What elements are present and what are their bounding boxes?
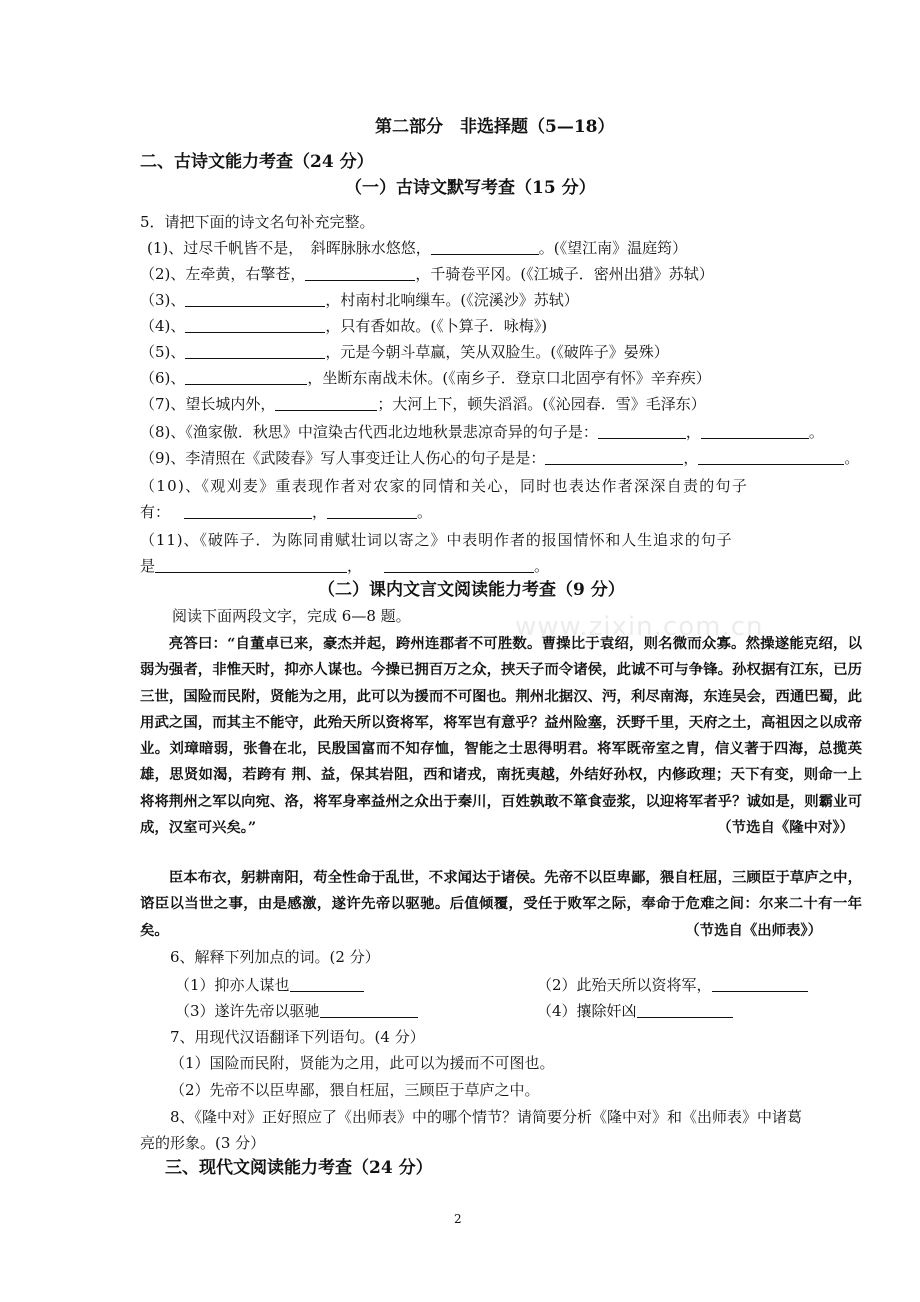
q5-item-4 bbox=[140, 316, 547, 336]
answer-blank[interactable] bbox=[290, 976, 364, 992]
answer-blank[interactable] bbox=[185, 343, 325, 359]
q5-item-6-text: （6)、 bbox=[140, 369, 186, 387]
answer-blank[interactable] bbox=[184, 503, 312, 519]
subsection-1-title: （一）古诗文默写考查（15 分） bbox=[345, 178, 596, 198]
q5-item-6-source: ，坐断东南战未休。(《南乡子．登京口北固亭有怀》辛弃疾） bbox=[307, 369, 711, 387]
passage-2-text: 臣本布衣，躬耕南阳，苟全性命于乱世，不求闻达于诸侯。先帝不以臣卑鄙，猥自枉屈，三顾臣于草庐之中，谘臣以当世之事，由是感激，遂许先帝以驱驰。后值倾覆，受任于败军之际，奉命于危难之间：尔来二十有一年矣。 bbox=[140, 869, 862, 939]
answer-blank[interactable] bbox=[698, 449, 844, 465]
q5-item-3 bbox=[140, 290, 579, 310]
q5-item-2-text: （2)、左牵黄，右擎苍， bbox=[140, 265, 306, 283]
section-3-title: 三、现代文阅读能力考查（24 分） bbox=[165, 1158, 433, 1178]
answer-blank[interactable] bbox=[712, 976, 808, 992]
q5-item-10-line-1: （10)、《观刈麦》重表现作者对农家的同情和关心，同时也表达作者深深自责的句子 bbox=[140, 477, 749, 495]
passage-longzhongdui bbox=[140, 631, 862, 841]
q6-item-4 bbox=[537, 1001, 733, 1021]
q6-item-4-text: （4）攘除奸凶 bbox=[537, 1002, 637, 1020]
q5-item-9 bbox=[140, 448, 859, 468]
q5-item-1-source: 。(《望江南》温庭筠） bbox=[538, 239, 688, 257]
answer-blank[interactable] bbox=[637, 1002, 733, 1018]
q5-item-8-text: （8)、《渔家傲．秋思》中渲染古代西北边地秋景悲凉奇异的句子是： bbox=[140, 423, 598, 441]
q5-item-9-comma: ， bbox=[683, 449, 699, 467]
q7-item-2: （2）先帝不以臣卑鄙，猥自枉屈，三顾臣于草庐之中。 bbox=[170, 1081, 540, 1099]
answer-blank[interactable] bbox=[305, 265, 415, 281]
q5-item-5-source: ，元是今朝斗草赢，笑从双脸生。(《破阵子》晏殊） bbox=[325, 343, 669, 361]
q6-item-1-text: （1）抑亦人谋也 bbox=[175, 976, 290, 994]
q5-item-11-line-2 bbox=[140, 556, 549, 576]
answer-blank[interactable] bbox=[701, 423, 809, 439]
passage-2-source: （节选自《出师表》） bbox=[685, 921, 822, 939]
q5-item-10-lead: 有： bbox=[140, 503, 171, 521]
q5-item-9-text: （9)、李清照在《武陵春》写人事变迁让人伤心的句子是是： bbox=[140, 449, 546, 467]
q5-item-2 bbox=[140, 264, 714, 284]
q8-line-1: 8、《隆中对》正好照应了《出师表》中的哪个情节？请简要分析《隆中对》和《出师表》中诸葛 bbox=[170, 1108, 803, 1126]
q5-item-10-comma: ， bbox=[312, 503, 328, 521]
answer-blank[interactable] bbox=[185, 317, 325, 333]
answer-blank[interactable] bbox=[185, 291, 325, 307]
passage-1-source: （节选自《隆中对》） bbox=[717, 819, 854, 837]
q5-item-11-line-1: （11)、《破阵子．为陈同甫赋壮词以寄之》中表明作者的报国情怀和人生追求的句子 bbox=[140, 531, 733, 549]
q5-item-8-end: 。 bbox=[808, 423, 824, 441]
q6-item-2-text: （2）此殆天所以资将军， bbox=[537, 976, 712, 994]
q5-item-7-source: ；大河上下，顿失滔滔。(《沁园春．雪》毛泽东） bbox=[377, 395, 706, 413]
answer-blank[interactable] bbox=[545, 449, 683, 465]
q6-item-1 bbox=[175, 975, 364, 995]
q5-item-7-text: （7)、望长城内外， bbox=[140, 395, 276, 413]
q5-item-7 bbox=[140, 394, 706, 414]
q5-item-1-text: (1)、过尽千帆皆不是， 斜晖脉脉水悠悠， bbox=[147, 239, 431, 257]
q5-item-2-source: ，千骑卷平冈。(《江城子．密州出猎》苏轼） bbox=[415, 265, 714, 283]
page-number: 2 bbox=[454, 1212, 462, 1226]
q5-item-11-comma: ， bbox=[347, 557, 363, 575]
q8-line-2: 亮的形象。(3 分） bbox=[140, 1134, 266, 1152]
q5-item-4-source: ，只有香如故。(《卜算子．咏梅》) bbox=[325, 317, 548, 335]
q6-item-2 bbox=[537, 975, 808, 995]
q5-item-1 bbox=[147, 238, 687, 258]
answer-blank[interactable] bbox=[327, 503, 417, 519]
answer-blank[interactable] bbox=[598, 423, 686, 439]
watermark: www.zixin.com.cn bbox=[515, 612, 764, 642]
answer-blank[interactable] bbox=[431, 239, 539, 255]
q6-stem: 6、解释下列加点的词。(2 分） bbox=[170, 948, 380, 966]
q5-item-10-end: 。 bbox=[417, 503, 433, 521]
q5-item-5 bbox=[140, 342, 669, 362]
q7-item-1: （1）国险而民附，贤能为之用，此可以为援而不可图也。 bbox=[170, 1054, 555, 1072]
answer-blank[interactable] bbox=[275, 395, 377, 411]
q5-item-8 bbox=[140, 422, 824, 442]
q5-item-5-text: （5)、 bbox=[140, 343, 186, 361]
answer-blank[interactable] bbox=[384, 557, 534, 573]
q6-item-3 bbox=[175, 1001, 418, 1021]
q5-item-9-end: 。 bbox=[844, 449, 860, 467]
passage-1-text: 亮答曰：“自董卓已来，豪杰并起，跨州连郡者不可胜数。曹操比于袁绍，则名微而众寡。然操遂能克绍，以弱为强者，非惟天时，抑亦人谋也。今操已拥百万之众，挟天子而令诸侯，此诚不可与争锋。孙权据有江东，已历三世，国险而民附，贤能为之用，此可以为援而不可图也。荆州北据汉、沔，利尽南海，东连吴会，西通巴蜀，此用武之国，而其主不能守，此殆天所以资将军，将军岂有意乎？益州险塞，沃野千里，天府之土，高祖因之以成帝业。刘璋暗弱，张鲁在北，民殷国富而不知存恤，智能之士思得明君。将军既帝室之胄，信义著于四海，总揽英雄，思贤如渴，若跨有 荆、益，保其岩阻，西和诸戎，南抚夷越，外结好孙权，内修政理；天下有变，则命一上将将荆州之军以向宛、洛，将军身率益州之众出于秦川，百姓孰敢不箪食壶浆，以迎将军者乎？诚如是，则霸业可成，汉室可兴矣。” bbox=[140, 635, 862, 837]
q6-item-3-text: （3）遂许先帝以驱驰 bbox=[175, 1002, 320, 1020]
answer-blank[interactable] bbox=[320, 1002, 418, 1018]
q5-stem: 5．请把下面的诗文名句补充完整。 bbox=[140, 213, 375, 231]
q5-item-11-lead: 是 bbox=[140, 557, 156, 575]
q5-item-10-line-2 bbox=[140, 502, 432, 522]
subsection-2-title: （二）课内文言文阅读能力考查（9 分） bbox=[318, 580, 625, 600]
answer-blank[interactable] bbox=[155, 557, 347, 573]
q7-stem: 7、用现代汉语翻译下列语句。(4 分） bbox=[170, 1028, 425, 1046]
section-2-title: 二、古诗文能力考查（24 分） bbox=[140, 152, 374, 172]
q5-item-4-text: （4)、 bbox=[140, 317, 186, 335]
answer-blank[interactable] bbox=[185, 369, 307, 385]
q5-item-3-source: ，村南村北响缫车。(《浣溪沙》苏轼） bbox=[325, 291, 579, 309]
reading-intro: 阅读下面两段文字，完成 6—8 题。 bbox=[172, 607, 411, 625]
passage-chushibiao bbox=[140, 865, 862, 944]
q5-item-11-end: 。 bbox=[534, 557, 550, 575]
q5-item-8-comma: ， bbox=[685, 423, 701, 441]
q5-item-6 bbox=[140, 368, 711, 388]
q5-item-3-text: （3)、 bbox=[140, 291, 186, 309]
part-title: 第二部分 非选择题（5—18） bbox=[375, 117, 615, 137]
